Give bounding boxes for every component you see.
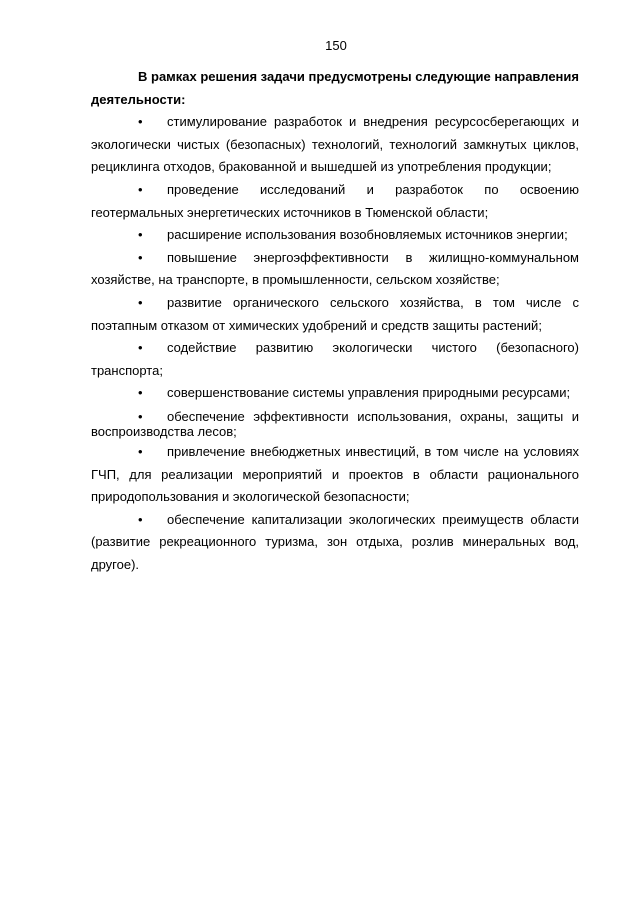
list-item-text: обеспечение эффективности использования, охраны, защиты и воспроизводства лесов; xyxy=(91,408,579,439)
list-item xyxy=(91,292,579,337)
list-item xyxy=(91,509,579,577)
list-item-text: совершенствование системы управления природными ресурсами; xyxy=(167,385,571,401)
bullet-icon: • xyxy=(138,294,143,310)
document-body xyxy=(91,66,579,576)
list-item xyxy=(91,111,579,179)
list-item xyxy=(91,441,579,509)
bullet-icon: • xyxy=(138,408,143,424)
list-item-text: развитие органического сельского хозяйства, в том числе с поэтапным отказом от химических удобрений и средств защиты растений; xyxy=(91,294,579,333)
bullet-icon: • xyxy=(138,181,143,197)
list-item-text: повышение энергоэффективности в жилищно-коммунальном хозяйстве, на транспорте, в промышленности, сельском хозяйстве; xyxy=(91,249,579,288)
bullet-icon: • xyxy=(138,227,143,243)
list-item-text: привлечение внебюджетных инвестиций, в том числе на условиях ГЧП, для реализации мероприятий и проектов в области рационального природопользования и экологической безопасности; xyxy=(91,443,579,505)
list-item-text: содействие развитию экологически чистого (безопасного) транспорта; xyxy=(91,340,579,378)
bullet-icon: • xyxy=(138,511,143,527)
list-item xyxy=(91,224,579,247)
bullet-icon: • xyxy=(138,340,143,356)
bullet-icon: • xyxy=(138,443,143,459)
bullet-icon: • xyxy=(138,249,143,265)
list-item-text: обеспечение капитализации экологических преимуществ области (развитие рекреационного туризма, зон отдыха, розлив минеральных вод, другое). xyxy=(91,511,579,572)
list-item xyxy=(91,382,579,405)
section-intro: В рамках решения задачи предусмотрены следующие направления деятельности: xyxy=(91,69,579,107)
bullet-icon: • xyxy=(138,114,143,130)
list-item-text: стимулирование разработок и внедрения ресурсосберегающих и экологически чистых (безопасных) технологий, технологий замкнутых циклов, рециклинга отходов, бракованной и вышедшей из употребления продукции; xyxy=(91,114,579,175)
list-item xyxy=(91,337,579,382)
list-item-text: проведение исследований и разработок по освоению геотермальных энергетических источников в Тюменской области; xyxy=(91,181,579,220)
list-item xyxy=(91,179,579,224)
page-number: 150 xyxy=(325,38,347,53)
list-item xyxy=(91,409,579,439)
bullet-icon: • xyxy=(138,385,143,401)
list-item-text: расширение использования возобновляемых источников энергии; xyxy=(167,227,568,243)
list-item xyxy=(91,247,579,292)
